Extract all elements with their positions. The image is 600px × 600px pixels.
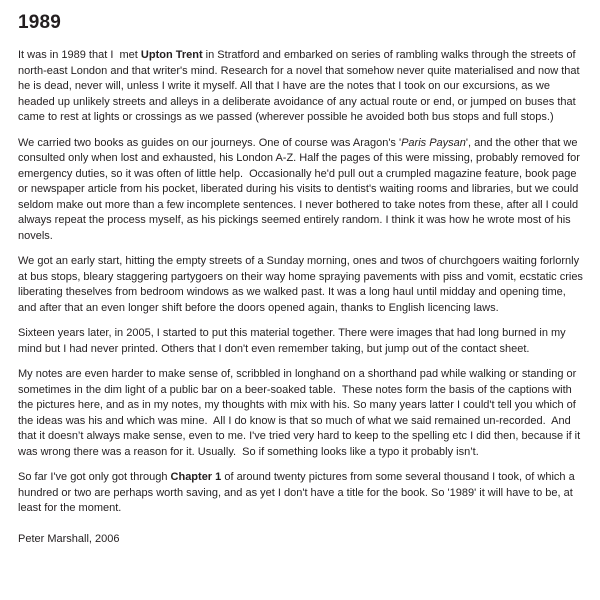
text-run: in Stratford and embarked on series of rambling walks through the streets of north-east London and that writer's mind. Research for a novel that somehow never quite materialised and now that he is dead, never will, unless I write it myself. All that I have are the notes that I took on our excursions, as we headed up unlikely streets and alleys in a deliberate avoidance of any actual route or end, or jumped on buses that came to rest at lights or crossings as we passed (wherever possible he avoided both bus stops and full stops.): [18, 49, 583, 123]
paragraph: [18, 326, 585, 357]
paragraph: [18, 136, 585, 245]
text-run: My notes are even harder to make sense of, scribbled in longhand on a shorthand pad while walking or standing or sometimes in the dim light of a public bar on a beer-soaked table. These notes form the basis of the captions with the pictures here, and as in my notes, my thoughts with mix with his. So many years latter I could't tell you which of the ideas was his and which was mine. All I do know is that so much of what we said remained un-recorded. And that it doesn’t always make sense, even to me. I've tried very hard to keep to the spelling etc I did then, because if it was wrong there was a reason for it. Usually. So if something looks like a typo it probably isn’t.: [18, 368, 584, 458]
paragraph: [18, 254, 585, 316]
document-body: [18, 48, 585, 517]
bold-text-run: Upton Trent: [140, 49, 203, 61]
paragraph: [18, 48, 585, 126]
text-run: So far I've got only got through: [18, 471, 171, 483]
signature-line: Peter Marshall, 2006: [18, 532, 120, 545]
text-run: of around twenty pictures from some several thousand I took, of which a hundred or two are perhaps worth saving, and as yet I don't have a title for the book. So '1989' it will have to be, at least for the moment.: [18, 471, 578, 514]
text-run: ', and the other that we consulted only when lost and exhausted, his London A-Z. Half the pages of this were missing, probably removed for emergency duties, so it was often of little help. Occasionally he'd pull out a crumpled magazine feature, book page or newspaper article from his pocket, liberated during his visits to dentist's waiting rooms and libraries, but we could seldom make out more than a few incomplete sentences. I never bothered to take notes from these, after all I could always repeat the process myself, as his pickings seemed entirely random. I think it was how he wrote most of his novels.: [18, 136, 583, 242]
bold-text-run: Chapter 1: [170, 471, 222, 483]
paragraph: [18, 367, 585, 460]
italic-text-run: Paris Paysan: [401, 136, 466, 149]
paragraph: [18, 470, 585, 517]
page-title: 1989: [18, 12, 62, 33]
text-run: We got an early start, hitting the empty streets of a Sunday morning, ones and twos of churchgoers waiting forlornly at bus stops, bleary staggering partygoers on their way home spraying pavements with piss and vomit, ecstatic cries liberating theselves from bedroom windows as we walked past. It was a long haul until midday and opening time, and after that an even longer shift before the doors opened again, thanks to English licencing laws.: [18, 255, 586, 314]
text-run: It was in 1989 that I met: [18, 49, 141, 61]
text-run: We carried two books as guides on our journeys. One of course was Aragon's ': [18, 136, 402, 149]
text-run: Sixteen years later, in 2005, I started to put this material together. There were images that had long burned in my mind but I had never printed. Others that I don't even remember taking, but jump out of the contact sheet.: [18, 327, 569, 355]
